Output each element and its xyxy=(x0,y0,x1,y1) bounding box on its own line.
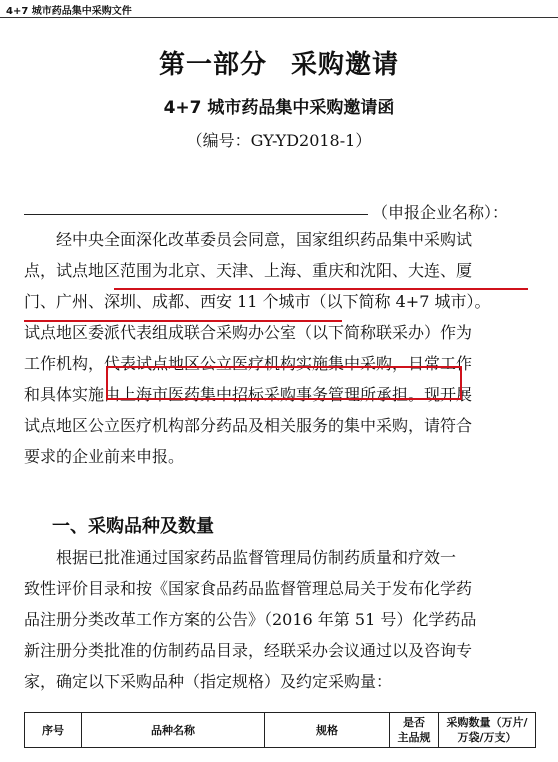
paragraph-line: 试点地区委派代表组成联合采购办公室（以下简称联采办）作为 xyxy=(24,323,473,342)
paragraph-line: 新注册分类批准的仿制药品目录，经联采办会议通过以及咨询专 xyxy=(24,641,473,660)
paragraph-line: 要求的企业前来申报。 xyxy=(24,447,185,466)
paragraph-line: 根据已批准通过国家药品监督管理局仿制药质量和疗效一 xyxy=(56,548,457,567)
section-heading: 一、采购品种及数量 xyxy=(52,516,214,537)
paragraph-line: 家，确定以下采购品种（指定规格）及约定采购量： xyxy=(24,672,393,691)
col-header-index: 序号 xyxy=(25,713,82,748)
col-header-quantity: 采购数量（万片/ 万袋/万支） xyxy=(439,713,536,748)
title-name: 采购邀请 xyxy=(291,50,400,80)
paragraph-catalog xyxy=(24,542,544,697)
addressee-suffix: （申报企业名称）： xyxy=(372,203,509,222)
page-title xyxy=(0,44,558,81)
red-highlight-box xyxy=(106,366,462,400)
paragraph-intro xyxy=(24,224,544,472)
addressee-blank-line xyxy=(24,214,368,215)
paragraph-line: 试点地区公立医疗机构部分药品及相关服务的集中采购，请符合 xyxy=(24,416,473,435)
paragraph-line: 和具体实施由上海市医药集中招标采购事务管理所承担。现开展 xyxy=(24,385,473,404)
col-header-spec: 规格 xyxy=(265,713,390,748)
title-part: 第一部分 xyxy=(158,50,267,80)
red-underline-cities-2 xyxy=(24,320,342,322)
paragraph-line: 点，试点地区范围为北京、天津、上海、重庆和沈阳、大连、厦 xyxy=(24,261,473,280)
paragraph-line: 经中央全面深化改革委员会同意，国家组织药品集中采购试 xyxy=(56,230,473,249)
paragraph-line: 致性评价目录和按《国家食品药品监督管理总局关于发布化学药 xyxy=(24,579,473,598)
invitation-subtitle: 4+7 城市药品集中采购邀请函 xyxy=(163,98,395,118)
table-header-row xyxy=(25,713,536,748)
document-header: 4+7 城市药品集中采购文件 xyxy=(6,6,132,17)
paragraph-line: 工作机构，代表试点地区公立医疗机构实施集中采购，日常工作 xyxy=(24,354,473,373)
col-header-main-spec: 是否 主品规 xyxy=(390,713,439,748)
red-underline-cities-1 xyxy=(114,288,528,290)
header-rule xyxy=(0,17,558,18)
document-number: （编号：GY-YD2018-1） xyxy=(186,131,372,150)
col-header-product: 品种名称 xyxy=(82,713,265,748)
paragraph-line: 门、广州、深圳、成都、西安 11 个城市（以下简称 4+7 城市）。 xyxy=(24,292,491,311)
paragraph-line: 品注册分类改革工作方案的公告》（2016 年第 51 号）化学药品 xyxy=(24,610,477,629)
procurement-table xyxy=(24,712,536,748)
